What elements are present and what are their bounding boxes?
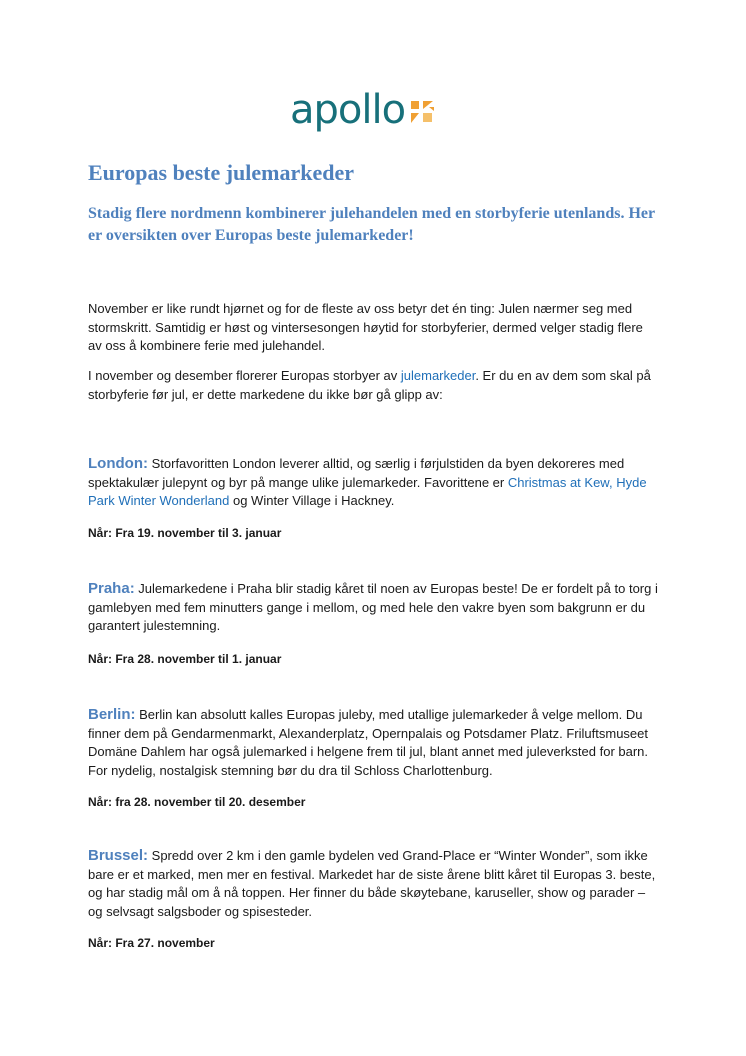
dates-praha: Når: Fra 28. november til 1. januar (88, 652, 282, 666)
section-text: og Winter Village i Hackney. (229, 493, 395, 508)
dates-brussel: Når: Fra 27. november (88, 936, 215, 950)
dates-berlin: Når: fra 28. november til 20. desember (88, 795, 306, 809)
intro-paragraph-2 (88, 367, 658, 404)
sun-icon (409, 99, 435, 125)
link-separator: , (608, 474, 617, 490)
intro-text: I november og desember florerer Europas storbyer av (88, 368, 401, 383)
city-heading-london: London: (88, 455, 148, 472)
dates-london: Når: Fra 19. november til 3. januar (88, 526, 282, 540)
link-julemarkeder[interactable]: julemarkeder (400, 368, 476, 383)
link-hyde-park-winter-wonderland[interactable]: Hyde Park Winter Wonderland (88, 474, 647, 508)
logo-wordmark: apollo (290, 87, 406, 133)
section-berlin (88, 706, 658, 780)
section-praha (88, 580, 658, 636)
section-text: Berlin kan absolutt kalles Europas juleby, med utallige julemarkeder å velge mellom. Du finner dem på Gendarmenmarkt, Alexanderplatz, Opernpalais og Potsdamer Platz. Friluftsmuseet Domäne Dahlem har også julemarked i helgene frem til jul, blant annet med juleverksted for barn. For nydelig, nostalgisk stemning bør du dra til Schloss Charlottenburg. (88, 707, 649, 778)
section-text: Spredd over 2 km i den gamle bydelen ved Grand-Place er “Winter Wonder”, som ikke bare er et marked, men mer en festival. Markedet har de siste årene blitt kåret til Europas 3. beste, og har stadig mål om å nå toppen. Her finner du både skøytebane, karuseller, show og parader – og selvsagt salgsboder og spisesteder. (88, 848, 656, 919)
city-heading-praha: Praha: (88, 580, 135, 597)
section-london (88, 455, 658, 511)
intro-paragraph-1: November er like rundt hjørnet og for de fleste av oss betyr det én ting: Julen nærmer seg med stormskritt. Samtidig er høst og vintersesongen høytid for storbyferier, dermed velger stadig flere av oss å kombinere ferie med julehandel. (88, 301, 643, 353)
link-christmas-at-kew[interactable]: Christmas at Kew (507, 474, 609, 490)
section-text: Storfavoritten London leverer alltid, og særlig i førjulstiden da byen dekoreres med spektakulær julepynt og byr på mange ulike julemarkeder. Favorittene er (88, 456, 625, 490)
section-brussel (88, 847, 658, 921)
intro-text: . Er du en av dem som skal på storbyferie før jul, er dette markedene du ikke bør gå glipp av: (88, 368, 651, 402)
page-title: Europas beste julemarkeder (88, 160, 355, 185)
page-subtitle: Stadig flere nordmenn kombinerer julehandelen med en storbyferie utenlands. Her er oversikten over Europas beste julemarkeder! (88, 205, 655, 244)
section-text: Julemarkedene i Praha blir stadig kåret til noen av Europas beste! De er fordelt på to torg i gamlebyen med fem minutters gange i mellom, og med hele den vakre byen som bakgrunn er du garantert julestemning. (88, 581, 658, 633)
apollo-logo (290, 84, 460, 136)
city-heading-berlin: Berlin: (88, 706, 136, 723)
city-heading-brussel: Brussel: (88, 847, 149, 864)
